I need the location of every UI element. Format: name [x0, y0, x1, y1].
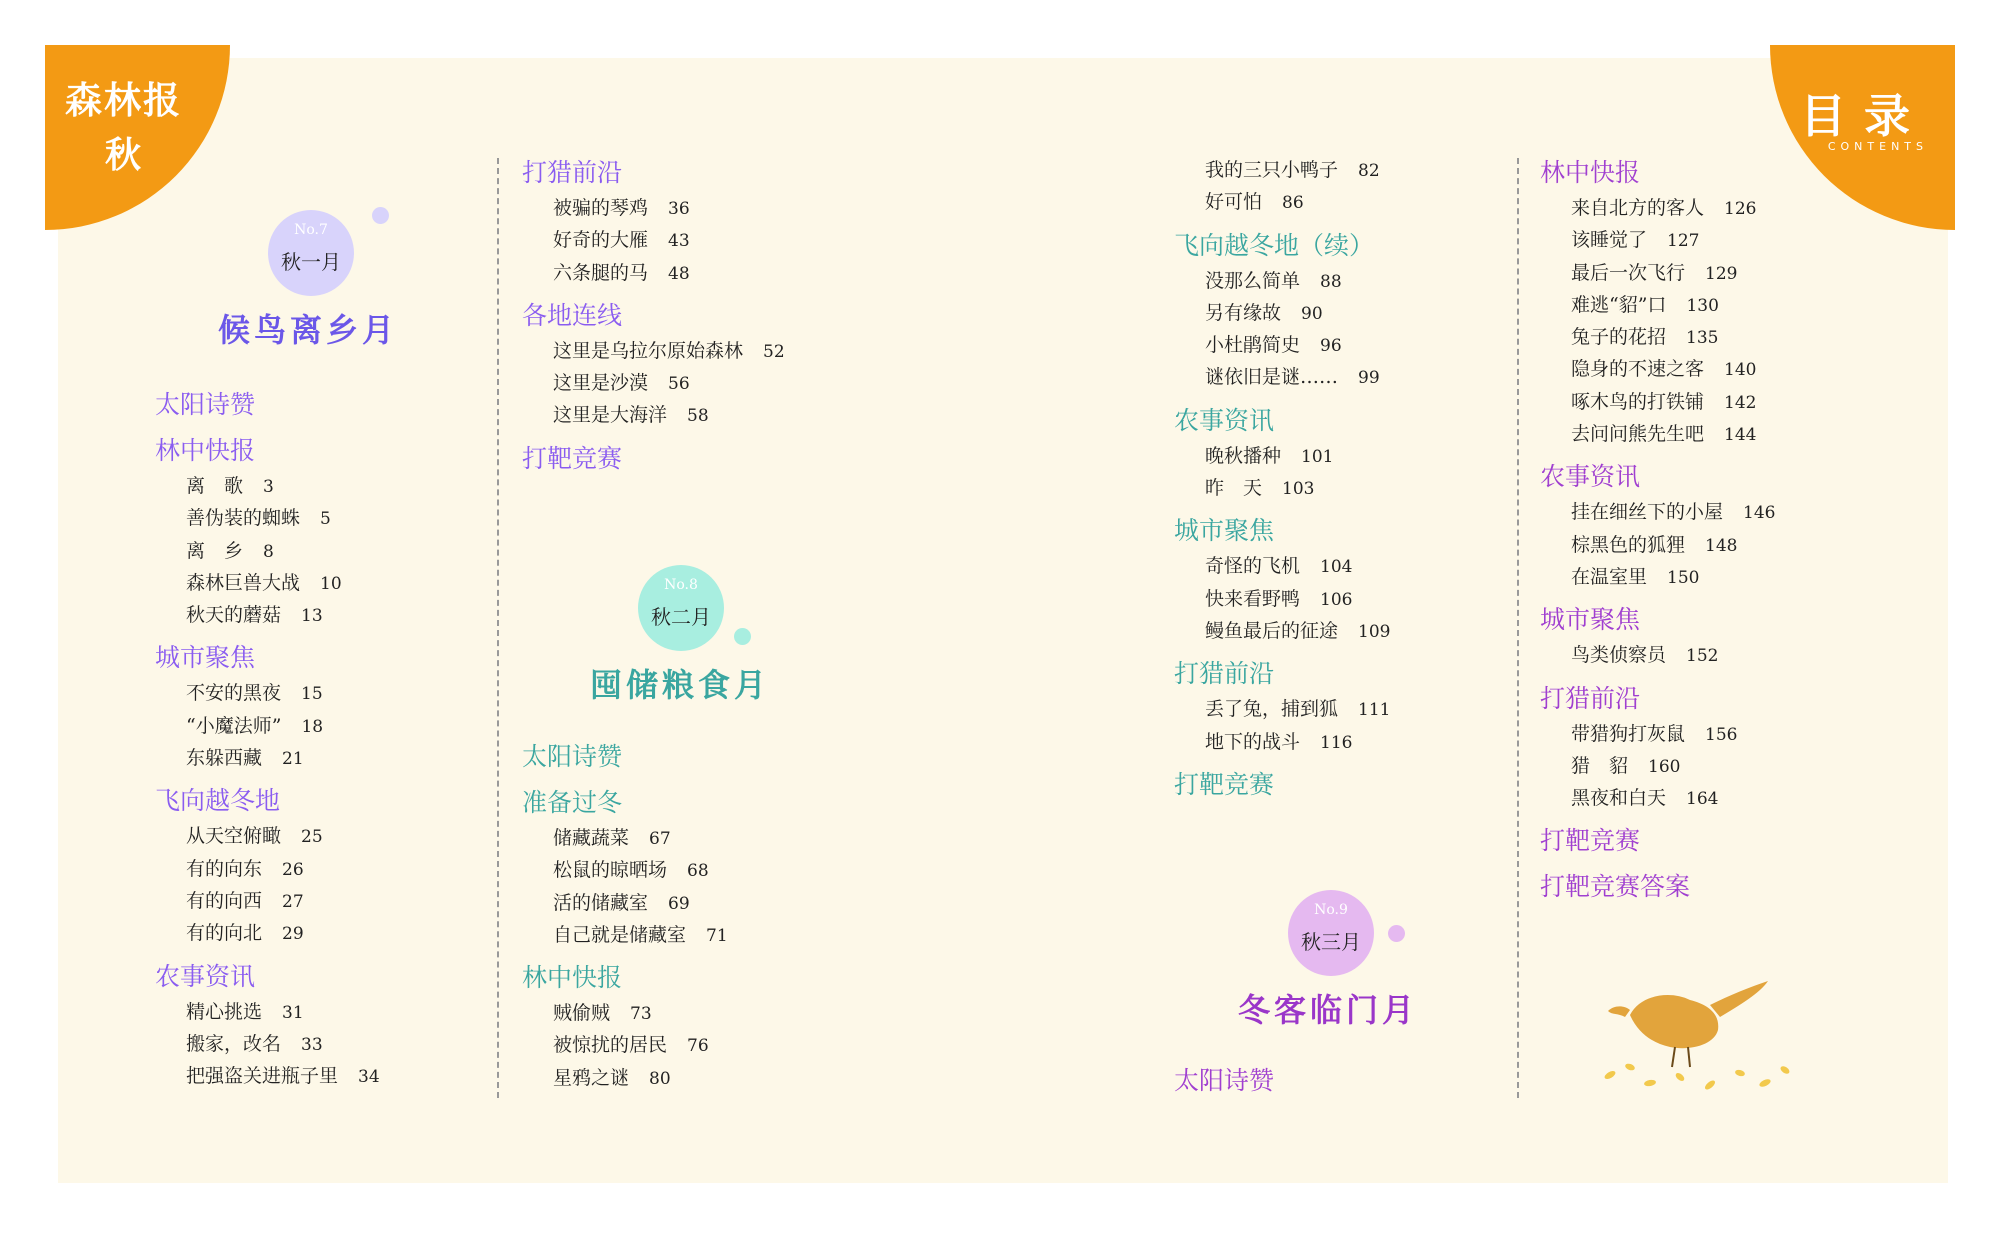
toc-entry-page: 29	[282, 924, 304, 945]
toc-entry-page: 140	[1724, 360, 1757, 381]
toc-entry-page: 76	[687, 1036, 709, 1057]
toc-entry[interactable]	[155, 567, 380, 599]
toc-entry-title: 好奇的大雁	[553, 229, 649, 252]
bird-illustration	[1590, 975, 1800, 1095]
toc-entry-page: 36	[668, 199, 690, 219]
section-heading[interactable]: 打靶竞赛	[1174, 769, 1275, 799]
section-heading[interactable]: 太阳诗赞	[155, 390, 256, 419]
toc-column	[1174, 154, 1390, 804]
toc-entry[interactable]	[1540, 386, 1775, 418]
toc-entry-title: 把强盗关进瓶子里	[186, 1065, 339, 1088]
month-title: 囤储粮食月	[590, 666, 771, 704]
toc-entry-page: 164	[1686, 789, 1719, 810]
toc-entry-title: 精心挑选	[186, 1000, 263, 1023]
toc-entry-page: 88	[1320, 271, 1342, 292]
toc-entry-page: 33	[301, 1034, 323, 1055]
toc-entry-page: 160	[1648, 756, 1681, 777]
toc-entry[interactable]	[1174, 154, 1390, 186]
toc-entry-title: 谜依旧是谜……	[1205, 366, 1339, 389]
toc-entry[interactable]	[155, 1028, 380, 1060]
section-heading[interactable]: 农事资讯	[1540, 462, 1641, 492]
toc-entry-title: 不安的黑夜	[186, 682, 282, 705]
month-label: 秋三月	[1301, 930, 1361, 954]
toc-entry[interactable]	[155, 820, 380, 852]
column-divider	[497, 158, 499, 1098]
section-heading[interactable]: 飞向越冬地（续）	[1174, 230, 1375, 260]
toc-entry-title: 该睡觉了	[1571, 229, 1648, 252]
toc-entry[interactable]	[1174, 265, 1390, 297]
toc-entry-page: 48	[668, 263, 690, 284]
toc-entry-title: 贼偷贼	[553, 1002, 611, 1025]
toc-entry-title: 地下的战斗	[1205, 730, 1301, 753]
toc-entry[interactable]	[155, 535, 380, 567]
toc-entry-title: 有的向西	[186, 889, 263, 912]
toc-entry-page: 13	[301, 606, 323, 627]
toc-entry-title: 活的储藏室	[553, 891, 649, 914]
section-heading[interactable]: 太阳诗赞	[1174, 1066, 1275, 1095]
toc-entry[interactable]	[1174, 615, 1390, 647]
section-heading[interactable]: 农事资讯	[155, 961, 256, 991]
toc-entry-title: 储藏蔬菜	[553, 827, 630, 849]
toc-entry-page: 109	[1358, 621, 1391, 642]
toc-entry-title: 昨 天	[1205, 477, 1263, 500]
toc-entry[interactable]	[522, 854, 728, 886]
toc-entry-page: 144	[1724, 425, 1757, 446]
toc-entry-page: 56	[668, 374, 690, 395]
section-heading[interactable]: 准备过冬	[522, 788, 623, 817]
month-number: No.7	[294, 222, 328, 238]
toc-column	[522, 154, 785, 478]
section-heading[interactable]: 林中快报	[1540, 158, 1641, 187]
toc-entry-title: 这里是沙漠	[553, 372, 649, 395]
toc-entry[interactable]	[1540, 496, 1775, 528]
toc-entry-title: 啄木鸟的打铁铺	[1571, 390, 1705, 413]
toc-entry[interactable]	[1174, 472, 1390, 504]
section-heading[interactable]: 打猎前沿	[1174, 659, 1275, 689]
toc-entry[interactable]	[1540, 718, 1775, 750]
toc-entry[interactable]	[1174, 297, 1390, 329]
toc-entry-page: 104	[1320, 557, 1353, 578]
toc-entry-page: 86	[1282, 193, 1304, 214]
toc-entry-page: 15	[301, 684, 323, 705]
toc-entry-page: 146	[1743, 503, 1776, 524]
section-heading[interactable]: 打靶竞赛	[522, 443, 623, 473]
toc-entry-page: 116	[1320, 732, 1353, 753]
toc-entry[interactable]	[1174, 550, 1390, 582]
toc-entry-page: 111	[1358, 700, 1391, 721]
toc-entry[interactable]	[1540, 192, 1775, 224]
toc-entry-title: 最后一次飞行	[1571, 261, 1686, 284]
toc-column	[1174, 1062, 1274, 1100]
section-heading[interactable]: 打猎前沿	[522, 158, 623, 187]
section-heading[interactable]: 城市聚焦	[155, 643, 256, 673]
section-heading[interactable]: 打靶竞赛答案	[1540, 872, 1691, 902]
toc-entry-page: 43	[668, 231, 690, 252]
toc-column	[522, 738, 728, 1094]
toc-entry-page: 135	[1686, 328, 1719, 349]
toc-entry-title: 这里是乌拉尔原始森林	[553, 339, 744, 362]
toc-entry[interactable]	[1540, 561, 1775, 593]
toc-entry[interactable]	[155, 917, 380, 949]
toc-entry-page: 129	[1705, 263, 1738, 284]
section-heading[interactable]: 各地连线	[522, 300, 623, 330]
toc-entry-page: 142	[1724, 392, 1757, 413]
toc-entry-page: 31	[282, 1002, 304, 1023]
month-dot	[1388, 925, 1405, 942]
toc-entry-title: 搬家，改名	[186, 1032, 282, 1055]
toc-entry-title: 快来看野鸭	[1205, 587, 1301, 610]
toc-entry-page: 103	[1282, 479, 1315, 500]
toc-entry[interactable]	[522, 1062, 728, 1094]
toc-entry-page: 3	[263, 477, 274, 497]
toc-entry-page: 18	[301, 716, 324, 737]
toc-entry[interactable]	[522, 399, 785, 431]
toc-entry[interactable]	[1540, 782, 1775, 814]
toc-entry-title: 丢了兔，捕到狐	[1205, 698, 1339, 721]
toc-entry[interactable]	[1540, 639, 1775, 671]
toc-entry-page: 126	[1724, 199, 1757, 219]
toc-entry-title: 没那么简单	[1205, 269, 1301, 292]
toc-entry[interactable]	[1540, 418, 1775, 450]
toc-entry-title: 在温室里	[1571, 565, 1648, 588]
toc-entry-title: 隐身的不速之客	[1571, 358, 1705, 381]
month-title: 冬客临门月	[1238, 991, 1419, 1029]
toc-entry-page: 21	[282, 749, 304, 770]
toc-entry-title: 好可怕	[1205, 191, 1263, 214]
toc-entry[interactable]	[522, 887, 728, 919]
section-heading[interactable]: 林中快报	[522, 963, 623, 993]
toc-entry-title: “小魔法师”	[186, 714, 282, 737]
toc-entry[interactable]	[1174, 186, 1390, 218]
section-heading[interactable]: 城市聚焦	[1540, 605, 1641, 635]
month-number: No.8	[664, 577, 698, 593]
toc-entry[interactable]	[155, 996, 380, 1028]
toc-entry-title: 奇怪的飞机	[1205, 555, 1301, 578]
toc-entry-title: 来自北方的客人	[1571, 197, 1705, 219]
toc-entry[interactable]	[1540, 750, 1775, 782]
toc-entry-page: 90	[1301, 303, 1323, 324]
section-heading[interactable]: 打靶竞赛	[1540, 826, 1641, 856]
toc-entry-page: 52	[763, 341, 785, 362]
month-number: No.9	[1314, 902, 1348, 918]
toc-entry[interactable]	[155, 599, 380, 631]
toc-entry[interactable]	[155, 853, 380, 885]
toc-entry-title: 黑夜和白天	[1571, 787, 1667, 810]
toc-entry-page: 26	[282, 859, 304, 880]
toc-entry-title: 鸟类侦察员	[1571, 644, 1667, 667]
toc-entry-page: 69	[668, 893, 690, 914]
toc-entry-title: 离 歌	[186, 475, 244, 497]
toc-entry-title: 有的向东	[186, 857, 263, 880]
toc-entry[interactable]	[155, 677, 380, 709]
toc-entry[interactable]	[155, 710, 380, 742]
toc-entry-title: 被惊扰的居民	[553, 1034, 668, 1057]
toc-entry-title: 从天空俯瞰	[186, 825, 282, 848]
toc-entry[interactable]	[1174, 361, 1390, 393]
toc-entry-page: 96	[1320, 336, 1342, 357]
toc-entry[interactable]	[1540, 224, 1775, 256]
toc-entry-page: 25	[301, 827, 323, 848]
toc-entry-title: 小杜鹃简史	[1205, 334, 1301, 357]
toc-entry[interactable]	[522, 997, 728, 1029]
section-heading[interactable]: 农事资讯	[1174, 405, 1275, 435]
toc-entry-title: 晚秋播种	[1205, 444, 1282, 467]
toc-entry[interactable]	[522, 1029, 728, 1061]
toc-entry-page: 68	[687, 861, 709, 882]
toc-entry[interactable]	[155, 470, 380, 502]
toc-entry[interactable]	[522, 919, 728, 951]
toc-entry-page: 82	[1358, 161, 1380, 181]
toc-entry-page: 152	[1686, 646, 1719, 667]
toc-entry[interactable]	[1540, 529, 1775, 561]
toc-entry-title: 离 乡	[186, 539, 244, 562]
toc-entry[interactable]	[155, 885, 380, 917]
toc-entry-title: 去问问熊先生吧	[1571, 423, 1705, 446]
toc-entry-title: 这里是大海洋	[553, 404, 668, 427]
section-heading[interactable]: 林中快报	[155, 436, 256, 465]
toc-column	[1540, 154, 1775, 906]
toc-entry-page: 99	[1358, 368, 1380, 389]
toc-subtitle: CONTENTS	[1827, 140, 1928, 153]
toc-entry[interactable]	[155, 1060, 380, 1092]
toc-column	[155, 386, 380, 1092]
toc-entry-title: 鳗鱼最后的征途	[1205, 619, 1339, 642]
toc-entry[interactable]	[1540, 353, 1775, 385]
toc-entry[interactable]	[522, 192, 785, 224]
toc-entry[interactable]	[522, 367, 785, 399]
toc-entry-title: 松鼠的晾晒场	[553, 859, 668, 882]
toc-entry-title: 猎 貂	[1571, 754, 1629, 777]
toc-entry-page: 148	[1705, 535, 1738, 556]
toc-entry[interactable]	[155, 502, 380, 534]
column-divider	[1517, 158, 1519, 1098]
toc-entry-page: 127	[1667, 231, 1700, 252]
section-heading[interactable]: 飞向越冬地	[155, 786, 281, 816]
toc-entry-page: 80	[649, 1068, 671, 1089]
toc-entry-title: 难逃“貂”口	[1571, 293, 1667, 316]
toc-entry-page: 27	[282, 891, 304, 912]
toc-entry[interactable]	[155, 742, 380, 774]
brand-title: 森林报	[65, 79, 182, 122]
section-heading[interactable]: 太阳诗赞	[522, 742, 623, 771]
toc-entry[interactable]	[1174, 329, 1390, 361]
toc-entry[interactable]	[1174, 583, 1390, 615]
toc-entry-page: 58	[687, 406, 709, 427]
toc-entry-page: 5	[320, 509, 331, 530]
brand-season: 秋	[105, 135, 142, 176]
toc-entry-title: 挂在细丝下的小屋	[1571, 501, 1724, 524]
toc-entry[interactable]	[1174, 726, 1390, 758]
toc-entry[interactable]	[1174, 693, 1390, 725]
toc-title: 目录	[1800, 89, 1928, 143]
toc-entry-title: 被骗的琴鸡	[553, 197, 649, 219]
toc-entry-title: 另有缘故	[1205, 301, 1282, 324]
toc-entry-title: 棕黑色的狐狸	[1571, 533, 1686, 556]
toc-entry[interactable]	[1540, 257, 1775, 289]
toc-entry[interactable]	[522, 257, 785, 289]
toc-entry-title: 东躲西藏	[186, 747, 263, 770]
toc-entry-page: 10	[320, 573, 342, 594]
toc-entry[interactable]	[522, 335, 785, 367]
toc-entry-page: 106	[1320, 589, 1353, 610]
toc-entry-title: 有的向北	[186, 922, 263, 945]
toc-entry-page: 34	[358, 1067, 380, 1088]
toc-entry-title: 带猎狗打灰鼠	[1571, 722, 1686, 745]
toc-entry-page: 67	[649, 829, 671, 849]
toc-entry-page: 130	[1686, 295, 1719, 316]
month-label: 秋一月	[281, 250, 341, 274]
month-dot	[734, 628, 751, 645]
toc-entry[interactable]	[522, 224, 785, 256]
toc-entry-page: 8	[263, 541, 274, 562]
toc-entry-page: 73	[630, 1004, 652, 1025]
toc-entry-title: 兔子的花招	[1571, 326, 1667, 349]
section-heading[interactable]: 城市聚焦	[1174, 516, 1275, 546]
toc-entry-page: 101	[1301, 446, 1334, 467]
toc-entry[interactable]	[1540, 321, 1775, 353]
toc-entry-title: 秋天的蘑菇	[186, 604, 282, 627]
toc-entry-page: 71	[706, 925, 728, 946]
month-dot	[372, 207, 389, 224]
toc-entry-title: 森林巨兽大战	[186, 571, 301, 594]
section-heading[interactable]: 打猎前沿	[1540, 683, 1641, 713]
toc-entry[interactable]	[522, 822, 728, 854]
toc-entry[interactable]	[1540, 289, 1775, 321]
toc-entry-page: 150	[1667, 567, 1700, 588]
toc-entry-title: 自己就是储藏室	[553, 923, 687, 946]
toc-entry-title: 善伪装的蜘蛛	[186, 507, 301, 530]
toc-entry-title: 星鸦之谜	[553, 1066, 630, 1089]
toc-entry-page: 156	[1705, 724, 1738, 745]
toc-entry[interactable]	[1174, 440, 1390, 472]
month-label: 秋二月	[651, 605, 711, 629]
month-title: 候鸟离乡月	[218, 311, 399, 349]
toc-entry-title: 我的三只小鸭子	[1205, 159, 1339, 181]
toc-entry-title: 六条腿的马	[553, 261, 649, 284]
